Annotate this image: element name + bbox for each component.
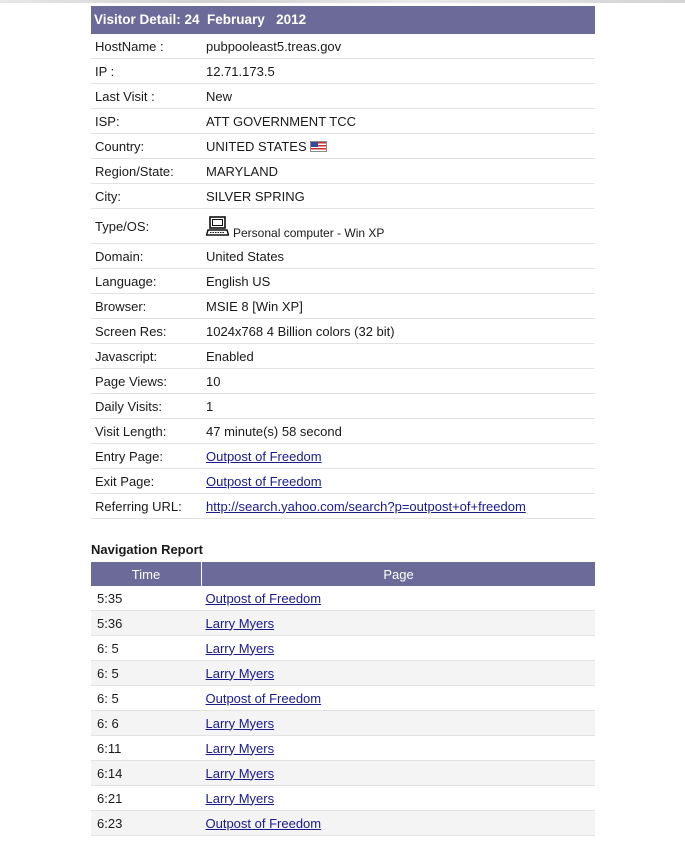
detail-row-language: [91, 269, 595, 294]
top-strip: [0, 0, 685, 3]
detail-label: Screen Res:: [91, 319, 206, 344]
detail-row-region: [91, 159, 595, 184]
detail-row-entry-page: [91, 444, 595, 469]
detail-label: Domain:: [91, 244, 206, 269]
detail-label: Country:: [91, 134, 206, 159]
navigation-row: [91, 661, 595, 686]
page-column-header: Page: [202, 562, 596, 586]
detail-label: Page Views:: [91, 369, 206, 394]
nav-page-link[interactable]: Outpost of Freedom: [205, 590, 322, 606]
nav-page-cell: [202, 686, 596, 711]
detail-value-cell: [206, 469, 595, 494]
detail-label: Language:: [91, 269, 206, 294]
nav-page-link[interactable]: Larry Myers: [205, 765, 275, 781]
nav-time: 6: 5: [91, 636, 202, 661]
detail-value: ATT GOVERNMENT TCC: [206, 109, 595, 134]
navigation-report-table: [91, 562, 595, 836]
navigation-row: [91, 711, 595, 736]
exit-page-link[interactable]: Outpost of Freedom: [206, 473, 322, 489]
detail-row-daily-visits: [91, 394, 595, 419]
detail-value: Enabled: [206, 344, 595, 369]
detail-row-isp: [91, 109, 595, 134]
detail-value: 47 minute(s) 58 second: [206, 419, 595, 444]
detail-value: MSIE 8 [Win XP]: [206, 294, 595, 319]
detail-row-browser: [91, 294, 595, 319]
nav-time: 6:21: [91, 786, 202, 811]
time-column-header: Time: [91, 562, 202, 586]
detail-label: IP :: [91, 59, 206, 84]
nav-page-link[interactable]: Larry Myers: [205, 740, 275, 756]
detail-label: Exit Page:: [91, 469, 206, 494]
detail-row-exit-page: [91, 469, 595, 494]
nav-page-link[interactable]: Outpost of Freedom: [205, 690, 322, 706]
nav-time: 5:35: [91, 586, 202, 611]
nav-time: 6:14: [91, 761, 202, 786]
detail-value-cell: [206, 209, 595, 244]
visitor-detail-header: Visitor Detail: 24 February 2012: [91, 6, 595, 34]
nav-page-cell: [202, 811, 596, 836]
computer-icon: [206, 216, 229, 237]
detail-value-cell: [206, 134, 595, 159]
detail-row-screen-res: [91, 319, 595, 344]
nav-page-cell: [202, 761, 596, 786]
detail-label: Daily Visits:: [91, 394, 206, 419]
navigation-report-title: Navigation Report: [91, 542, 203, 557]
us-flag-icon: [310, 141, 327, 152]
entry-page-link[interactable]: Outpost of Freedom: [206, 448, 322, 464]
nav-page-cell: [202, 786, 596, 811]
nav-page-link[interactable]: Larry Myers: [205, 640, 275, 656]
detail-value: English US: [206, 269, 595, 294]
nav-time: 6: 5: [91, 661, 202, 686]
detail-label: City:: [91, 184, 206, 209]
detail-value: 10: [206, 369, 595, 394]
navigation-row: [91, 811, 595, 836]
detail-row-javascript: [91, 344, 595, 369]
detail-label: Entry Page:: [91, 444, 206, 469]
detail-row-hostname: [91, 34, 595, 59]
detail-value: SILVER SPRING: [206, 184, 595, 209]
detail-value-cell: [206, 494, 595, 519]
nav-time: 6: 5: [91, 686, 202, 711]
nav-page-cell: [202, 711, 596, 736]
nav-page-link[interactable]: Larry Myers: [205, 715, 275, 731]
nav-page-cell: [202, 586, 596, 611]
detail-label: Region/State:: [91, 159, 206, 184]
nav-page-cell: [202, 611, 596, 636]
detail-value: 1: [206, 394, 595, 419]
nav-time: 5:36: [91, 611, 202, 636]
navigation-row: [91, 736, 595, 761]
detail-label: Last Visit :: [91, 84, 206, 109]
detail-label: ISP:: [91, 109, 206, 134]
detail-value: United States: [206, 244, 595, 269]
detail-row-city: [91, 184, 595, 209]
detail-label: Type/OS:: [91, 209, 206, 244]
nav-page-link[interactable]: Larry Myers: [205, 615, 275, 631]
detail-value: New: [206, 84, 595, 109]
navigation-row: [91, 611, 595, 636]
navigation-row: [91, 636, 595, 661]
detail-row-country: [91, 134, 595, 159]
nav-page-cell: [202, 661, 596, 686]
nav-page-link[interactable]: Larry Myers: [205, 665, 275, 681]
navigation-row: [91, 586, 595, 611]
detail-value: 1024x768 4 Billion colors (32 bit): [206, 319, 595, 344]
detail-row-referring-url: [91, 494, 595, 519]
detail-value: 12.71.173.5: [206, 59, 595, 84]
nav-page-cell: [202, 736, 596, 761]
nav-time: 6: 6: [91, 711, 202, 736]
navigation-row: [91, 786, 595, 811]
detail-value-cell: [206, 444, 595, 469]
navigation-row: [91, 761, 595, 786]
country-value: UNITED STATES: [206, 138, 307, 154]
detail-row-visit-length: [91, 419, 595, 444]
nav-page-link[interactable]: Larry Myers: [205, 790, 275, 806]
nav-page-cell: [202, 636, 596, 661]
detail-row-domain: [91, 244, 595, 269]
nav-time: 6:23: [91, 811, 202, 836]
navigation-row: [91, 686, 595, 711]
detail-label: Javascript:: [91, 344, 206, 369]
detail-label: Referring URL:: [91, 494, 206, 519]
navigation-header-row: [91, 562, 595, 586]
detail-label: Browser:: [91, 294, 206, 319]
detail-row-last-visit: [91, 84, 595, 109]
detail-row-page-views: [91, 369, 595, 394]
visitor-report: [91, 6, 595, 836]
detail-value: MARYLAND: [206, 159, 595, 184]
detail-label: Visit Length:: [91, 419, 206, 444]
referring-url-link[interactable]: http://search.yahoo.com/search?p=outpost+of+freedom: [206, 498, 526, 514]
nav-page-link[interactable]: Outpost of Freedom: [205, 815, 322, 831]
detail-label: HostName :: [91, 34, 206, 59]
nav-time: 6:11: [91, 736, 202, 761]
type-os-value: Personal computer - Win XP: [233, 225, 385, 240]
detail-row-type-os: [91, 209, 595, 244]
visitor-detail-table: [91, 34, 595, 519]
detail-row-ip: [91, 59, 595, 84]
detail-value: pubpooleast5.treas.gov: [206, 34, 595, 59]
